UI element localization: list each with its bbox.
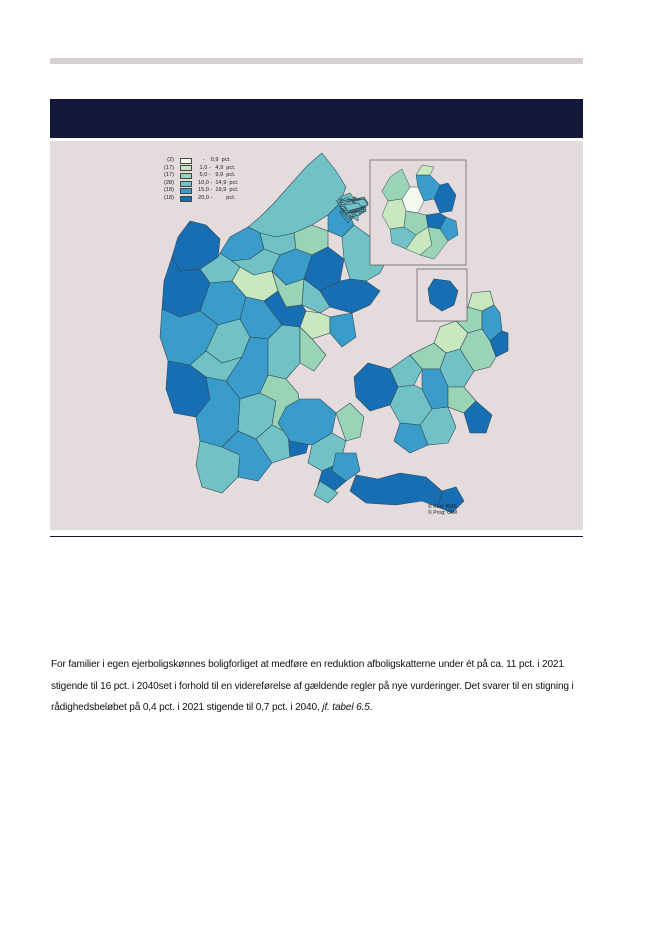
legend-swatch (180, 181, 192, 187)
body-paragraph (51, 654, 586, 719)
legend-swatch (180, 165, 192, 171)
municipality-region (336, 403, 364, 441)
map-credit (428, 504, 457, 517)
municipality-region (350, 473, 442, 507)
legend-swatch (180, 196, 192, 202)
legend-count: (17) (164, 164, 174, 171)
municipality-region (330, 313, 356, 347)
legend-range: - 0,9 pct. (198, 157, 231, 163)
legend-swatch (180, 173, 192, 179)
denmark-municipality-map (50, 141, 583, 530)
legend-swatch (180, 158, 192, 164)
legend-range: 5,0 - 9,9 pct. (198, 172, 236, 179)
legend-count: (28) (164, 179, 174, 186)
legend-range: 1,0 - 4,9 pct. (198, 164, 236, 171)
legend-range: 20,0 - pct. (198, 194, 236, 201)
legend-swatch (180, 188, 192, 194)
paragraph-text: For familier i egen ejerboligskønnes boligforliget at medføre en reduktion afboligskatterne under ét på ca. 11 pct. i 2021 stigende til 16 pct. i 2040set i forhold til en videreførelse af gældende regler på nye vurderinger. Det svarer til en stigning i rådighedsbeløbet på 0,4 pct. i 2021 stigende til 0,7 pct. i 2040, (51, 659, 574, 714)
credit-map: © Kort: KMS (428, 504, 457, 510)
legend-row (162, 195, 238, 203)
bottom-rule (50, 536, 583, 537)
legend-count: (18) (164, 194, 174, 201)
legend-range: 10,0 - 14,9 pct. (198, 179, 239, 186)
legend-range: 15,0 - 19,9 pct. (198, 187, 239, 194)
legend-row (162, 187, 238, 195)
legend-count: (18) (164, 187, 174, 194)
legend-row (162, 172, 238, 180)
legend-count: (17) (164, 172, 174, 179)
map-legend (162, 157, 238, 203)
credit-program: © Prog: OIM (428, 510, 457, 517)
figure-header-band (50, 99, 583, 138)
top-rule (50, 58, 583, 64)
legend-count: (2) (167, 157, 174, 163)
legend-row (162, 180, 238, 188)
legend-row (162, 157, 238, 165)
map-panel (50, 141, 583, 530)
legend-row (162, 165, 238, 173)
paragraph-end: . (369, 702, 373, 714)
table-reference: jf. tabel 6.5 (322, 702, 370, 714)
